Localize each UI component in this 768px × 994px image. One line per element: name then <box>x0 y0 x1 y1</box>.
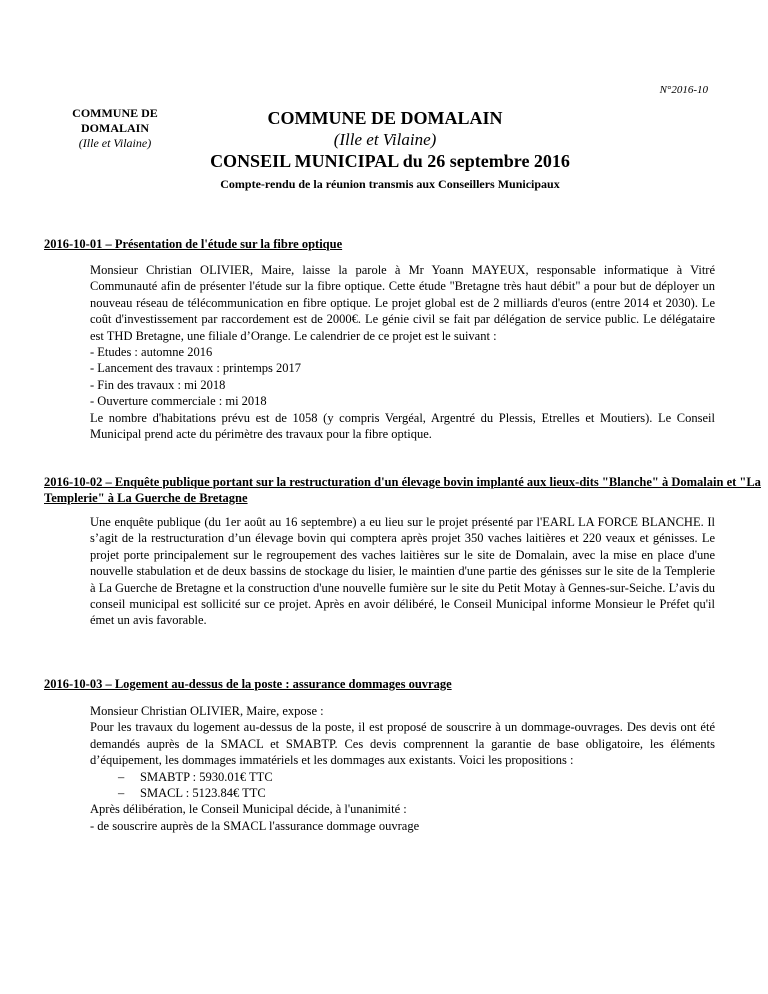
section-body-fibre <box>90 262 715 442</box>
commune-subtitle: (Ille et Vilaine) <box>333 130 437 149</box>
proposal-item <box>90 769 715 785</box>
section-title-enquete: 2016-10-02 – Enquête publique portant sur la restructuration d'un élevage bovin implanté aux lieux-dits "Blanche" à Domalain et "La Templerie" à La Guerche de Bretagne <box>44 475 761 505</box>
section-intro: Monsieur Christian OLIVIER, Maire, expose : <box>90 704 324 718</box>
commune-label-line1: COMMUNE DE <box>72 106 158 120</box>
calendar-line: - Ouverture commerciale : mi 2018 <box>90 394 267 409</box>
commune-label-line3: (Ille et Vilaine) <box>78 136 152 150</box>
proposal-item <box>90 785 715 801</box>
commune-label-line2: DOMALAIN <box>81 121 149 135</box>
section-paragraph: Monsieur Christian OLIVIER, Maire, laisse la parole à Mr Yoann MAYEUX, responsable informatique à Vitré Communauté afin de présenter l'étude sur la fibre optique. Cette étude "Bretagne très haut débit" a pour but de déployer un nouveau réseau de télécommunication en fibre optique. Le projet global est de 2 milliards d'euros (entre 2014 et 2030). Le coût d'investissement par raccordement est de 2000€. Le génie civil se fait par délégation de service public. Le délégataire est THD Bretagne, une filiale d’Orange. Le calendrier de ce projet est le suivant : <box>90 263 715 343</box>
decision-item: - de souscrire auprès de la SMACL l'assurance dommage ouvrage <box>90 818 420 833</box>
section-paragraph: Pour les travaux du logement au-dessus de la poste, il est proposé de souscrire à un dommage-ouvrages. Des devis ont été demandés auprès de la SMACL et SMABTP. Ces devis comprennent la garantie de base obligatoire, les éléments d’équipement, les dommages immatériels et les dommages aux existants. Voici les propositions : <box>90 720 715 768</box>
calendar-line: - Fin des travaux : mi 2018 <box>90 377 226 392</box>
section-title-logement: 2016-10-03 – Logement au-dessus de la poste : assurance dommages ouvrage <box>44 677 452 691</box>
section-paragraph: Une enquête publique (du 1er août au 16 septembre) a eu lieu sur le projet présenté par l'EARL LA FORCE BLANCHE. Il s’agit de la restructuration d’un élevage bovin qui comptera après projet 350 vaches laitières et 220 veaux et génisses. Le projet porte principalement sur le regroupement des vaches laitières sur le site de Domalain, avec la mise en place d'une nouvelle stabulation et de deux bassins de stockage du lisier, le maintien d'une partie des génisses sur le site de la Templerie à La Guerche de Bretagne et la construction d'une nouvelle fumière sur le site du Petit Motay à Gennes-sur-Seiche. L’avis du conseil municipal est sollicité sur ce projet. Après en avoir délibéré, le Conseil Municipal informe Monsieur le Préfet qu'il émet un avis favorable. <box>90 515 715 628</box>
meeting-title: CONSEIL MUNICIPAL du 26 septembre 2016 <box>210 151 570 171</box>
commune-header-left <box>48 106 182 151</box>
decision-line: Après délibération, le Conseil Municipal décide, à l'unanimité : <box>90 802 407 817</box>
section-body-enquete <box>90 514 715 629</box>
dash-bullet: – <box>118 786 125 801</box>
proposal-text: SMABTP : 5930.01€ TTC <box>140 769 273 784</box>
dash-bullet: – <box>118 769 125 784</box>
section-closing: Le nombre d'habitations prévu est de 1058 (y compris Vergéal, Argentré du Plessis, Etrelles et Moutiers). Le Conseil Municipal prend acte du périmètre des travaux pour la fibre optique. <box>90 410 715 442</box>
proposal-text: SMACL : 5123.84€ TTC <box>140 786 266 801</box>
section-title-fibre: 2016-10-01 – Présentation de l'étude sur la fibre optique <box>44 237 343 251</box>
commune-header-center <box>240 108 530 151</box>
meeting-subtitle: Compte-rendu de la réunion transmis aux Conseillers Municipaux <box>220 177 560 191</box>
meeting-header <box>0 150 768 192</box>
commune-title: COMMUNE DE DOMALAIN <box>267 108 503 128</box>
calendar-line: - Etudes : automne 2016 <box>90 345 213 360</box>
calendar-line: - Lancement des travaux : printemps 2017 <box>90 361 302 376</box>
document-reference: N°2016-10 <box>659 84 708 96</box>
section-body-logement <box>90 703 715 834</box>
